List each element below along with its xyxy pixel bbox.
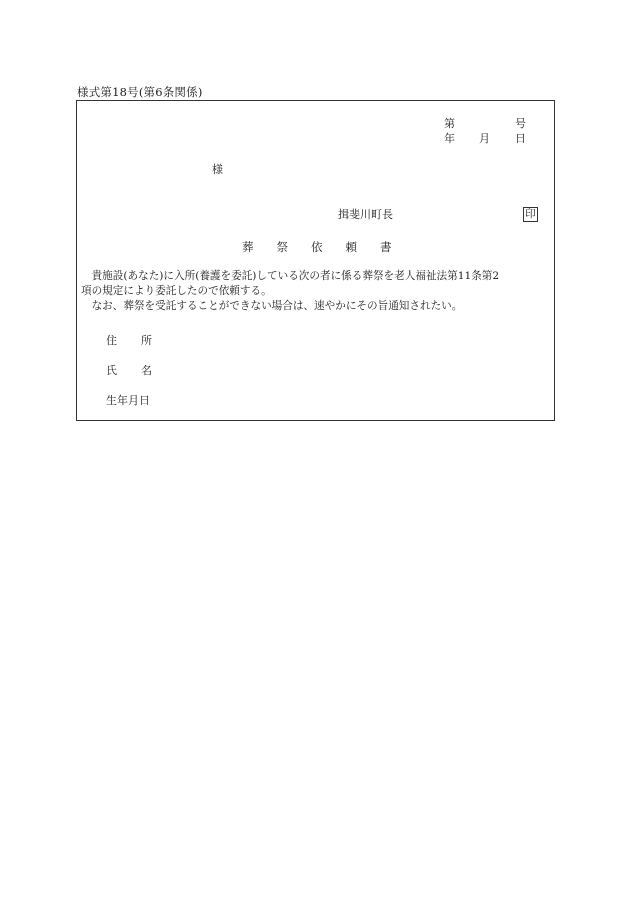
birthdate-field-label: 生年月日 [106,394,150,407]
request-form-frame [76,100,555,421]
body-line: なお、葬祭を受託することができない場合は、速やかにその旨通知されたい。 [91,300,463,312]
date-month-label: 月 [479,132,490,145]
request-body [81,269,551,314]
address-field-label: 住 所 [106,334,152,347]
date-year-label: 年 [444,132,455,145]
title-char: 依 [311,240,323,254]
title-char: 書 [380,240,392,254]
form-number-label: 様式第18号(第6条関係) [77,85,203,99]
number-prefix: 第 [444,117,455,130]
date-day-label: 日 [515,132,526,145]
body-line: 貴施設(あなた)に入所(養護を委託)している次の者に係る葬祭を老人福祉法第11条第2 [91,270,500,282]
title-char: 葬 [242,240,254,254]
title-char: 祭 [276,240,288,254]
name-field-label: 氏 名 [106,364,152,377]
body-line: 項の規定により委託したので依頼する。 [81,285,272,297]
number-suffix: 号 [515,117,526,130]
document-title [242,239,392,255]
title-char: 頼 [345,240,357,254]
addressee-suffix: 様 [212,163,223,176]
issuer-name: 揖斐川町長 [338,208,393,221]
seal-stamp: 印 [523,207,538,222]
